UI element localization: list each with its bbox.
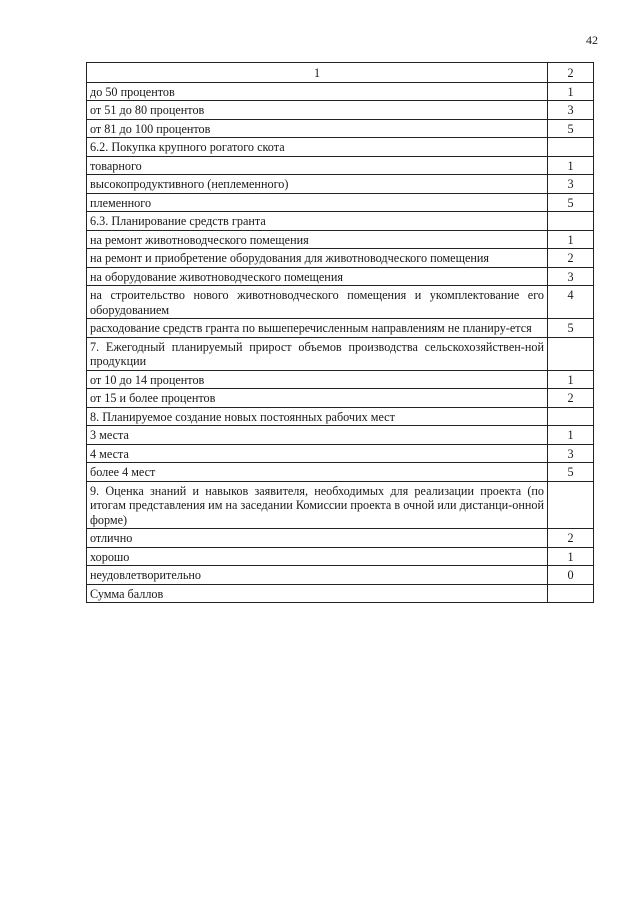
row-label: племенного [87, 193, 548, 212]
row-score: 2 [548, 389, 594, 408]
row-label: 9. Оценка знаний и навыков заявителя, необходимых для реализации проекта (по итогам представления им на заседании Комиссии проекта в очной или дистанци-онной форме) [87, 481, 548, 529]
table-row [87, 319, 594, 338]
table-row [87, 156, 594, 175]
row-label: от 81 до 100 процентов [87, 119, 548, 138]
row-score: 5 [548, 193, 594, 212]
table-row [87, 82, 594, 101]
table-row [87, 101, 594, 120]
table-row [87, 463, 594, 482]
row-label: от 10 до 14 процентов [87, 370, 548, 389]
table-row [87, 286, 594, 319]
row-score: 1 [548, 156, 594, 175]
table-row [87, 481, 594, 529]
row-score: 5 [548, 463, 594, 482]
table-row [87, 193, 594, 212]
table-row [87, 584, 594, 603]
row-label: хорошо [87, 547, 548, 566]
table-row [87, 444, 594, 463]
row-label: на оборудование животноводческого помещения [87, 267, 548, 286]
row-score: 1 [548, 82, 594, 101]
row-label: высокопродуктивного (неплеменного) [87, 175, 548, 194]
row-label: 8. Планируемое создание новых постоянных рабочих мест [87, 407, 548, 426]
row-score [548, 212, 594, 231]
row-score: 1 [548, 230, 594, 249]
row-score: 2 [548, 529, 594, 548]
row-score [548, 481, 594, 529]
table-row [87, 529, 594, 548]
row-label: от 15 и более процентов [87, 389, 548, 408]
row-label: до 50 процентов [87, 82, 548, 101]
table-row [87, 249, 594, 268]
table-row [87, 119, 594, 138]
table-header-row [87, 63, 594, 83]
row-score: 1 [548, 547, 594, 566]
row-label: на ремонт и приобретение оборудования для животноводческого помещения [87, 249, 548, 268]
table-row [87, 138, 594, 157]
row-score: 0 [548, 566, 594, 585]
row-label: более 4 мест [87, 463, 548, 482]
table-row [87, 426, 594, 445]
row-score: 3 [548, 175, 594, 194]
row-score [548, 337, 594, 370]
table-row [87, 407, 594, 426]
row-score: 5 [548, 319, 594, 338]
row-label: 7. Ежегодный планируемый прирост объемов производства сельскохозяйствен-ной продукции [87, 337, 548, 370]
row-score: 5 [548, 119, 594, 138]
row-label: на ремонт животноводческого помещения [87, 230, 548, 249]
row-score: 3 [548, 444, 594, 463]
row-score: 3 [548, 101, 594, 120]
row-score: 4 [548, 286, 594, 319]
row-label: на строительство нового животноводческого помещения и укомплектование его оборудованием [87, 286, 548, 319]
row-label: неудовлетворительно [87, 566, 548, 585]
table-row [87, 230, 594, 249]
table-row [87, 212, 594, 231]
row-label: 4 места [87, 444, 548, 463]
row-label: 6.2. Покупка крупного рогатого скота [87, 138, 548, 157]
table-row [87, 267, 594, 286]
row-score: 2 [548, 249, 594, 268]
row-score: 1 [548, 426, 594, 445]
header-col-2: 2 [548, 63, 594, 83]
table-row [87, 389, 594, 408]
header-col-1: 1 [87, 63, 548, 83]
row-score: 3 [548, 267, 594, 286]
row-score [548, 584, 594, 603]
table-row [87, 337, 594, 370]
row-label: от 51 до 80 процентов [87, 101, 548, 120]
table-row [87, 175, 594, 194]
row-label: товарного [87, 156, 548, 175]
table-row [87, 370, 594, 389]
row-label: расходование средств гранта по вышеперечисленным направлениям не планиру-ется [87, 319, 548, 338]
table-row [87, 547, 594, 566]
row-label: Сумма баллов [87, 584, 548, 603]
row-score [548, 138, 594, 157]
row-score: 1 [548, 370, 594, 389]
row-score [548, 407, 594, 426]
row-label: 3 места [87, 426, 548, 445]
table-row [87, 566, 594, 585]
page-number: 42 [586, 33, 598, 47]
row-label: 6.3. Планирование средств гранта [87, 212, 548, 231]
row-label: отлично [87, 529, 548, 548]
score-table [86, 62, 594, 603]
